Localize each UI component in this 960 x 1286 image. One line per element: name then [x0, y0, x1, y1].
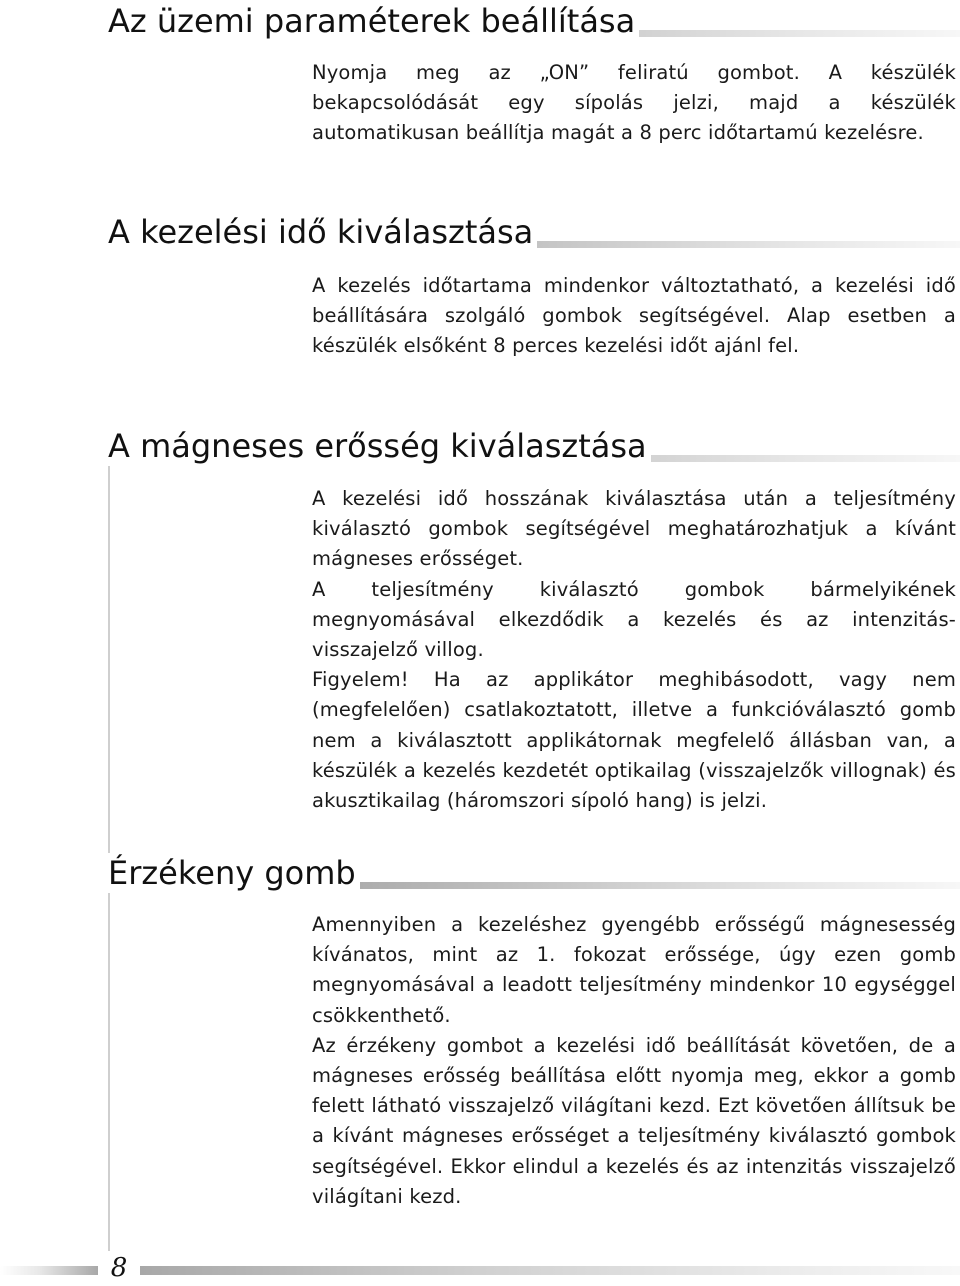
footer-rule-right [140, 1266, 960, 1275]
section-heading-sensitive-button: Érzékeny gomb [108, 853, 360, 893]
section-heading-operating-parameters: Az üzemi paraméterek beállítása [108, 1, 639, 41]
paragraph-text: Amennyiben a kezeléshez gyengébb erősségű mágnesesség kívánatos, mint az 1. fokozat erőssége, úgy ezen gomb megnyomásával a leadott teljesítmény mindenkor 10 egységgel csökkenthető. [312, 913, 956, 1027]
section-side-line [108, 889, 110, 1251]
section-side-line [108, 460, 110, 865]
footer-rule-left [0, 1266, 98, 1275]
section-heading-treatment-time: A kezelési idő kiválasztása [108, 212, 537, 252]
section-paragraph [312, 484, 956, 816]
section-paragraph [312, 58, 956, 149]
paragraph-text: Figyelem! Ha az applikátor meghibásodott, vagy nem (megfelelően) csatlakoztatott, illetve a funkcióválasztó gomb nem a kiválasztott applikátornak megfelelő állásban van, a készülék a kezelés kezdetét optikailag (visszajelzők villognak) és akusztikailag (háromszori sípoló hang) is jelzi. [312, 668, 956, 813]
section-paragraph [312, 910, 956, 1212]
paragraph-text: A kezelés időtartama mindenkor változtatható, a kezelési idő beállítására szolgáló gombok segítségével. Alap esetben a készülék elsőként 8 perces kezelési időt ajánl fel. [312, 274, 956, 358]
section-heading-magnetic-strength: A mágneses erősség kiválasztása [108, 426, 651, 466]
paragraph-text: A teljesítmény kiválasztó gombok bármelyikének megnyomásával elkezdődik a kezelés és az intenzitás-visszajelző villog. [312, 577, 956, 662]
paragraph-text: Nyomja meg az „ON” feliratú gombot. A készülék bekapcsolódását egy sípolás jelzi, majd a készülék automatikusan beállítja magát a 8 perc időtartamú kezelésre. [312, 61, 956, 145]
paragraph-text: Az érzékeny gombot a kezelési idő beállítását követően, de a mágneses erősség beállítása előtt nyomja meg, ekkor a gomb felett látható visszajelző világítani kezd. Ezt követően állítsuk be a kívánt mágneses erősséget a teljesítmény kiválasztó gombok segítségével. Ekkor elindul a kezelés és az intenzitás visszajelző világítani kezd. [312, 1033, 956, 1208]
paragraph-text: A kezelési idő hosszának kiválasztása után a teljesítmény kiválasztó gombok segítségével meghatározhatjuk a kívánt mágneses erősséget. [312, 487, 956, 571]
section-paragraph [312, 271, 956, 362]
page-number: 8 [104, 1252, 134, 1284]
